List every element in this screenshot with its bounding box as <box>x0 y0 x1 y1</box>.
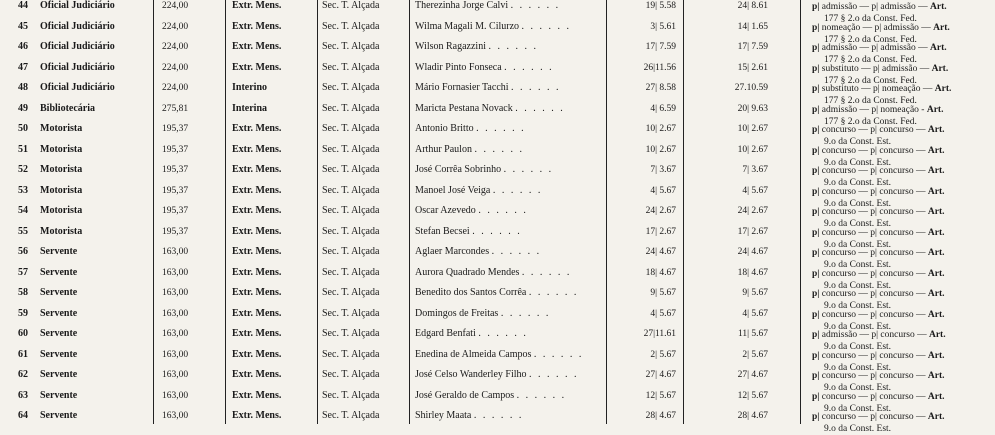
employment-type: Extr. Mens. <box>232 307 282 319</box>
job-title: Servente <box>40 287 78 298</box>
job-title: Motorista <box>40 123 83 134</box>
salary: 224,00 <box>162 1 189 11</box>
observation: p| concurso — p| concurso — Art. 9.o da Const. Est. <box>812 391 945 414</box>
salary: 163,00 <box>162 411 189 421</box>
department: Sec. T. Alçada <box>322 0 380 11</box>
start-date: 2| 5.67 <box>650 349 676 360</box>
employee-name: Shirley Maata . . . . . . <box>415 410 524 421</box>
observation: p| admissão — p| admissão — Art. 177 § 2.o da Const. Fed. <box>812 43 947 65</box>
employment-type: Extr. Mens. <box>232 225 282 237</box>
observation: p| concurso — p| concurso — Art. 9.o da Const. Est. <box>812 268 945 291</box>
row-number: 54 <box>18 205 28 216</box>
employee-name: Mário Fornasier Tacchi . . . . . . <box>415 82 561 93</box>
job-title: Oficial Judiciário <box>40 41 115 52</box>
salary: 224,00 <box>162 62 189 73</box>
observation: p| concurso — p| concurso — Art. 9.o da Const. Est. <box>812 248 945 270</box>
table-row <box>0 0 995 24</box>
department: Sec. T. Alçada <box>322 307 380 319</box>
start-date: 27|11.61 <box>643 329 676 339</box>
table-row <box>0 389 995 414</box>
row-number: 55 <box>18 225 28 237</box>
observation: p| concurso — p| concurso — Art. 9.o da Const. Est. <box>812 145 945 168</box>
start-date: 3| 5.61 <box>650 21 676 32</box>
start-date: 7| 3.67 <box>650 165 676 175</box>
start-date: 17| 7.59 <box>645 42 676 52</box>
department: Sec. T. Alçada <box>322 369 380 380</box>
table-row <box>0 184 995 209</box>
employee-name: Therezinha Jorge Calvi . . . . . . <box>415 0 561 11</box>
salary: 163,00 <box>162 308 189 319</box>
job-title: Oficial Judiciário <box>40 20 115 32</box>
table-row <box>0 369 995 393</box>
employee-name: Edgard Benfati . . . . . . <box>415 328 528 339</box>
observation: p| admissão — p| nomeação - Art. 177 § 2.o da Const. Fed. <box>812 104 944 127</box>
table-row <box>0 20 995 45</box>
job-title: Motorista <box>40 143 83 155</box>
department: Sec. T. Alçada <box>322 348 380 360</box>
table-row <box>0 410 995 434</box>
employment-type: Interina <box>232 102 267 114</box>
current-date: 24| 8.61 <box>737 1 768 11</box>
table-row <box>0 246 995 270</box>
salary: 163,00 <box>162 288 189 298</box>
current-date: 20| 9.63 <box>737 103 768 114</box>
employee-name: Oscar Azevedo . . . . . . <box>415 205 528 216</box>
salary: 195,37 <box>162 206 189 216</box>
current-date: 7| 3.67 <box>742 165 768 175</box>
employment-type: Extr. Mens. <box>232 164 282 175</box>
start-date: 24| 2.67 <box>645 206 676 216</box>
current-date: 10| 2.67 <box>737 144 768 155</box>
department: Sec. T. Alçada <box>322 102 380 114</box>
table-row <box>0 123 995 147</box>
job-title: Motorista <box>40 164 83 175</box>
salary: 163,00 <box>162 390 189 401</box>
employment-type: Extr. Mens. <box>232 184 282 196</box>
row-number: 63 <box>18 389 28 401</box>
employee-name: Stefan Becsei . . . . . . <box>415 225 522 237</box>
table-row <box>0 348 995 373</box>
employee-name: José Corrêa Sobrinho . . . . . . <box>415 164 554 175</box>
salary: 163,00 <box>162 267 189 278</box>
table-row <box>0 164 995 188</box>
job-title: Servente <box>40 369 78 380</box>
department: Sec. T. Alçada <box>322 164 380 175</box>
employee-name: Aglaer Marcondes . . . . . . <box>415 246 542 257</box>
current-date: 27| 4.67 <box>737 370 768 380</box>
job-title: Oficial Judiciário <box>40 61 115 73</box>
table-row <box>0 328 995 352</box>
observation: p| concurso — p| concurso — Art. 9.o da Const. Est. <box>812 371 945 393</box>
salary: 163,00 <box>162 370 189 380</box>
table-row <box>0 205 995 229</box>
observation: p| admissão — p| admissão — Art. 177 § 2.o da Const. Fed. <box>812 2 947 24</box>
start-date: 12| 5.67 <box>645 390 676 401</box>
observation: p| concurso — p| concurso — Art. 9.o da Const. Est. <box>812 289 945 311</box>
employment-type: Extr. Mens. <box>232 389 282 401</box>
employment-type: Extr. Mens. <box>232 410 282 421</box>
current-date: 12| 5.67 <box>737 390 768 401</box>
current-date: 28| 4.67 <box>737 411 768 421</box>
department: Sec. T. Alçada <box>322 20 380 32</box>
employment-type: Interino <box>232 82 267 93</box>
employment-type: Extr. Mens. <box>232 328 282 339</box>
employment-type: Extr. Mens. <box>232 20 282 32</box>
current-date: 18| 4.67 <box>737 267 768 278</box>
employment-type: Extr. Mens. <box>232 205 282 216</box>
salary: 224,00 <box>162 21 189 32</box>
department: Sec. T. Alçada <box>322 389 380 401</box>
job-title: Servente <box>40 389 78 401</box>
row-number: 56 <box>18 246 28 257</box>
current-date: 2| 5.67 <box>742 349 768 360</box>
start-date: 9| 5.67 <box>650 288 676 298</box>
start-date: 18| 4.67 <box>645 267 676 278</box>
start-date: 27| 4.67 <box>645 370 676 380</box>
row-number: 58 <box>18 287 28 298</box>
department: Sec. T. Alçada <box>322 246 380 257</box>
current-date: 11| 5.67 <box>737 329 768 339</box>
department: Sec. T. Alçada <box>322 205 380 216</box>
department: Sec. T. Alçada <box>322 184 380 196</box>
row-number: 60 <box>18 328 28 339</box>
table-row <box>0 143 995 168</box>
current-date: 17| 2.67 <box>737 226 768 237</box>
department: Sec. T. Alçada <box>322 225 380 237</box>
employment-type: Extr. Mens. <box>232 123 282 134</box>
employee-name: Benedito dos Santos Corrêa . . . . . . <box>415 287 579 298</box>
department: Sec. T. Alçada <box>322 266 380 278</box>
current-date: 24| 2.67 <box>737 206 768 216</box>
salary: 275,81 <box>162 103 189 114</box>
department: Sec. T. Alçada <box>322 123 380 134</box>
start-date: 26|11.56 <box>643 62 676 73</box>
observation: p| concurso — p| concurso — Art. 9.o da Const. Est. <box>812 186 945 209</box>
current-date: 10| 2.67 <box>737 124 768 134</box>
row-number: 50 <box>18 123 28 134</box>
row-number: 59 <box>18 307 28 319</box>
employment-type: Extr. Mens. <box>232 246 282 257</box>
salary: 195,37 <box>162 165 189 175</box>
start-date: 19| 5.58 <box>645 1 676 11</box>
current-date: 4| 5.67 <box>742 185 768 196</box>
row-number: 52 <box>18 164 28 175</box>
current-date: 15| 2.61 <box>737 62 768 73</box>
start-date: 24| 4.67 <box>645 247 676 257</box>
salary: 163,00 <box>162 349 189 360</box>
department: Sec. T. Alçada <box>322 143 380 155</box>
job-title: Servente <box>40 266 78 278</box>
job-title: Motorista <box>40 184 83 196</box>
salary: 195,37 <box>162 124 189 134</box>
current-date: 17| 7.59 <box>737 42 768 52</box>
table-row <box>0 82 995 106</box>
job-title: Servente <box>40 246 78 257</box>
start-date: 4| 5.67 <box>650 308 676 319</box>
table-row <box>0 41 995 65</box>
employment-type: Extr. Mens. <box>232 143 282 155</box>
employment-type: Extr. Mens. <box>232 0 282 11</box>
employee-name: José Geraldo de Campos . . . . . . <box>415 389 567 401</box>
observation: p| concurso — p| concurso — Art. 9.o da Const. Est. <box>812 207 945 229</box>
row-number: 61 <box>18 348 28 360</box>
start-date: 4| 5.67 <box>650 185 676 196</box>
employee-name: Domingos de Freitas . . . . . . <box>415 307 551 319</box>
employee-name: Wilma Magali M. Cilurzo . . . . . . <box>415 20 572 32</box>
row-number: 64 <box>18 410 28 421</box>
employment-type: Extr. Mens. <box>232 348 282 360</box>
employee-name: Manoel José Veiga . . . . . . <box>415 184 543 196</box>
job-title: Oficial Judiciário <box>40 0 115 11</box>
table-row <box>0 102 995 127</box>
employee-name: Wilson Ragazzini . . . . . . <box>415 41 538 52</box>
department: Sec. T. Alçada <box>322 61 380 73</box>
employee-name: Arthur Paulon . . . . . . <box>415 143 524 155</box>
employment-type: Extr. Mens. <box>232 266 282 278</box>
job-title: Motorista <box>40 225 83 237</box>
row-number: 49 <box>18 102 28 114</box>
salary: 195,37 <box>162 144 189 155</box>
row-number: 51 <box>18 143 28 155</box>
salary: 163,00 <box>162 247 189 257</box>
employee-name: Aurora Quadrado Mendes . . . . . . <box>415 266 572 278</box>
observation: p| concurso — p| concurso — Art. 9.o da Const. Est. <box>812 227 945 250</box>
start-date: 10| 2.67 <box>645 124 676 134</box>
salary: 224,00 <box>162 83 189 93</box>
job-title: Oficial Judiciário <box>40 82 115 93</box>
observation: p| substituto — p| admissão — Art. 177 § 2.o da Const. Fed. <box>812 63 949 86</box>
salary: 163,00 <box>162 329 189 339</box>
department: Sec. T. Alçada <box>322 328 380 339</box>
observation: p| concurso — p| concurso — Art. 9.o da Const. Est. <box>812 350 945 373</box>
department: Sec. T. Alçada <box>322 287 380 298</box>
row-number: 53 <box>18 184 28 196</box>
row-number: 45 <box>18 20 28 32</box>
table-row <box>0 307 995 332</box>
current-date: 4| 5.67 <box>742 308 768 319</box>
row-number: 62 <box>18 369 28 380</box>
salary: 195,37 <box>162 185 189 196</box>
employment-type: Extr. Mens. <box>232 41 282 52</box>
department: Sec. T. Alçada <box>322 41 380 52</box>
employment-type: Extr. Mens. <box>232 369 282 380</box>
department: Sec. T. Alçada <box>322 410 380 421</box>
table-row <box>0 287 995 311</box>
row-number: 44 <box>18 0 28 11</box>
job-title: Servente <box>40 328 78 339</box>
employment-type: Extr. Mens. <box>232 287 282 298</box>
employee-name: Wladir Pinto Fonseca . . . . . . <box>415 61 554 73</box>
table-row <box>0 61 995 86</box>
start-date: 28| 4.67 <box>645 411 676 421</box>
employee-name: José Celso Wanderley Filho . . . . . . <box>415 369 579 380</box>
observation: p| admissão — p| concurso — Art. 9.o da Const. Est. <box>812 330 946 352</box>
observation: p| concurso — p| concurso — Art. 9.o da Const. Est. <box>812 412 945 434</box>
employment-type: Extr. Mens. <box>232 61 282 73</box>
job-title: Bibliotecária <box>40 102 95 114</box>
row-number: 46 <box>18 41 28 52</box>
current-date: 9| 5.67 <box>742 288 768 298</box>
department: Sec. T. Alçada <box>322 82 380 93</box>
start-date: 17| 2.67 <box>645 226 676 237</box>
start-date: 4| 6.59 <box>650 103 676 114</box>
row-number: 57 <box>18 266 28 278</box>
job-title: Motorista <box>40 205 83 216</box>
job-title: Servente <box>40 410 78 421</box>
employee-name: Enedina de Almeida Campos . . . . . . <box>415 348 584 360</box>
observation: p| concurso — p| concurso — Art. 9.o da Const. Est. <box>812 309 945 332</box>
observation: p| concurso — p| concurso — Art. 9.o da Const. Est. <box>812 166 945 188</box>
employee-name: Antonio Britto . . . . . . <box>415 123 526 134</box>
observation: p| nomeação — p| admissão — Art. 177 § 2.o da Const. Fed. <box>812 22 950 45</box>
row-number: 48 <box>18 82 28 93</box>
job-title: Servente <box>40 307 78 319</box>
employee-name: Maricta Pestana Novack . . . . . . <box>415 102 565 114</box>
job-title: Servente <box>40 348 78 360</box>
current-date: 24| 4.67 <box>737 247 768 257</box>
current-date: 14| 1.65 <box>737 21 768 32</box>
start-date: 27| 8.58 <box>645 83 676 93</box>
table-row <box>0 266 995 291</box>
row-number: 47 <box>18 61 28 73</box>
table-row <box>0 225 995 250</box>
observation: p| concurso — p| concurso — Art. 9.o da Const. Est. <box>812 125 945 147</box>
current-date: 27.10.59 <box>734 83 768 93</box>
start-date: 10| 2.67 <box>645 144 676 155</box>
salary: 195,37 <box>162 226 189 237</box>
salary: 224,00 <box>162 42 189 52</box>
observation: p| substituto — p| nomeação — Art. 177 § 2.o da Const. Fed. <box>812 84 952 106</box>
